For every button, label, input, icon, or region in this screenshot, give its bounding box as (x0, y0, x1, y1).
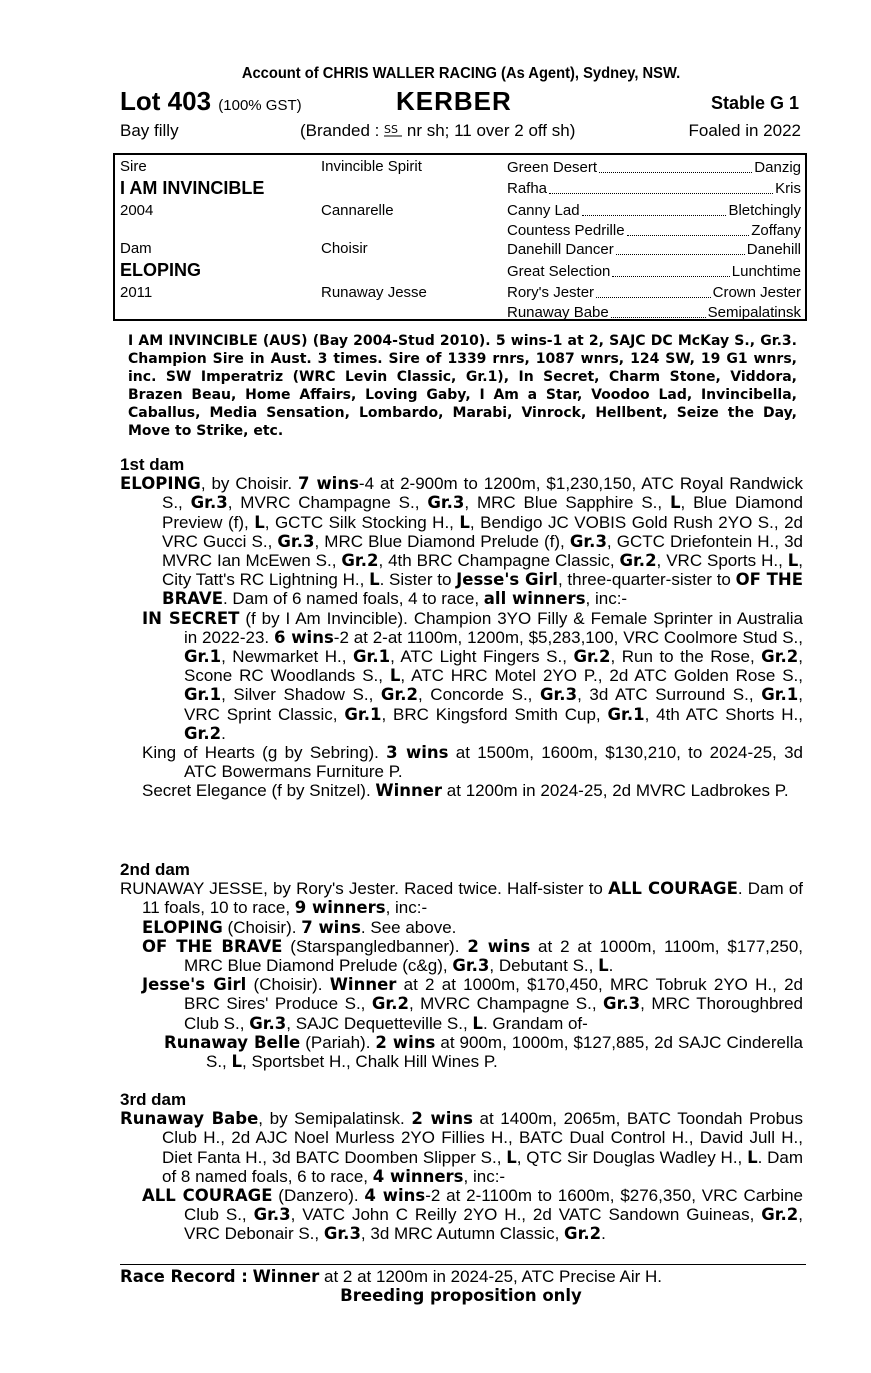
progeny-paragraph: Jesse's Girl (Choisir). Winner at 2 at 1000m, $170,450, MRC Tobruk 2YO H., 2d BRC Sires' Produce S., Gr.2, MVRC Champagne S., Gr.3, MRC Thoroughbred Club S., Gr.3, SAJC Dequetteville S., L. Grandam of- (142, 975, 804, 1033)
dam-paragraph: RUNAWAY JESSE, by Rory's Jester. Raced twice. Half-sister to ALL COURAGE. Dam of 11 foals, 10 to race, 9 winners, inc:- (120, 879, 803, 918)
horse-description: Bay filly (120, 121, 179, 140)
sire-name: I AM INVINCIBLE (120, 178, 265, 198)
horse-name: KERBER (396, 86, 512, 116)
progeny-paragraph: King of Hearts (g by Sebring). 3 wins at 1500m, 1600m, $130,210, to 2024-25, 3d ATC Bowermans Furniture P. (142, 743, 803, 782)
g3-entry: Green Desert Danzig (507, 159, 801, 176)
breeding-note: Breeding proposition only (340, 1286, 582, 1305)
section-heading: 3rd dam (120, 1090, 187, 1109)
g3-entry: Great Selection Lunchtime (507, 263, 801, 280)
g3-entry: Rory's Jester Crown Jester (507, 284, 801, 301)
g3-entry: Runaway Babe Semipalatinsk (507, 304, 801, 321)
account-line: Account of CHRIS WALLER RACING (As Agent), Sydney, NSW. (241, 65, 681, 82)
brand-suffix: nr sh; 11 over 2 off sh) (406, 121, 576, 140)
lot-label: Lot 403 (120, 86, 212, 116)
g3-entry: Countess Pedrille Zoffany (507, 222, 801, 239)
brand-mark-icon (384, 122, 402, 138)
brand-prefix: (Branded : (300, 121, 380, 140)
lot-number (120, 86, 302, 117)
third-dam-section (120, 1090, 803, 1244)
g3-entry: Canny Lad Bletchingly (507, 202, 801, 219)
foaled-year: Foaled in 2022 (688, 121, 801, 140)
section-heading: 1st dam (120, 455, 185, 474)
progeny-paragraph: Runaway Belle (Pariah). 2 wins at 900m, 1000m, $127,885, 2d SAJC Cinderella S., L, Sportsbet H., Chalk Hill Wines P. (164, 1032, 803, 1072)
stable-code: Stable G 1 (710, 93, 799, 113)
section-heading: 2nd dam (120, 860, 190, 879)
g3-entry: Rafha Kris (507, 180, 801, 197)
progeny-paragraph: OF THE BRAVE (Starspangledbanner). 2 wins at 2 at 1000m, 1100m, $177,250, MRC Blue Diamond Prelude (c&g), Gr.3, Debutant S., L. (142, 936, 803, 976)
pedigree-table (113, 153, 807, 321)
progeny-paragraph: IN SECRET (f by I Am Invincible). Champion 3YO Filly & Female Sprinter in Australia in 2022-23. 6 wins-2 at 2-at 1100m, 1200m, $5,283,100, VRC Coolmore Stud S., Gr.1, Newmarket H., Gr.1, ATC Light Fingers S., Gr.2, Run to the Rose, Gr.2, Scone RC Woodlands S., L, ATC HRC Motel 2YO P., 2d ATC Golden Rose S., Gr.1, Silver Shadow S., Gr.2, Concorde S., Gr.3, 3d ATC Surround S., Gr.1, VRC Sprint Classic, Gr.1, BRC Kingsford Smith Cup, Gr.1, 4th ATC Shorts H., Gr.2. (142, 608, 804, 743)
gst-note: (100% GST) (218, 97, 302, 114)
progeny-paragraph: ELOPING (Choisir). 7 wins. See above. (142, 917, 457, 937)
dam-dam: Runaway Jesse (321, 284, 427, 301)
sire-year: 2004 (120, 202, 154, 219)
progeny-paragraph: Secret Elegance (f by Snitzel). Winner at 1200m in 2024-25, 2d MVRC Ladbrokes P. (142, 781, 789, 801)
sire-summary: I AM INVINCIBLE (AUS) (Bay 2004-Stud 2010). 5 wins-1 at 2, SAJC DC McKay S., Gr.3. Champion Sire in Aust. 3 times. Sire of 1339 rnrs, 1087 wnrs, 124 SW, 19 G1 wnrs, inc. SW Imperatriz (WRC Levin Classic, Gr.1), In Secret, Charm Stone, Viddora, Brazen Beau, Home Affairs, Loving Gaby, I Am a Star, Voodoo Lad, Invincibella, Caballus, Media Sensation, Lombardo, Marabi, Vinrock, Hellbent, Seize the Day, Move to Strike, etc. (128, 333, 797, 439)
second-dam-section (120, 860, 803, 1071)
brand-info (300, 121, 575, 141)
dam-name: ELOPING (120, 260, 202, 280)
race-record-win: Winner (252, 1267, 320, 1286)
sire-dam: Cannarelle (321, 202, 394, 219)
g3-entry: Danehill Dancer Danehill (507, 241, 801, 258)
race-record-text: at 2 at 1200m in 2024-25, ATC Precise Air H. (324, 1267, 662, 1286)
progeny-paragraph: ALL COURAGE (Danzero). 4 wins-2 at 2-1100m to 1600m, $276,350, VRC Carbine Club S., Gr.3, VATC John C Reilly 2YO H., 2d VATC Sandown Guineas, Gr.2, VRC Debonair S., Gr.3, 3d MRC Autumn Classic, Gr.2. (142, 1186, 804, 1244)
first-dam-section (120, 455, 803, 801)
sire-sire: Invincible Spirit (321, 158, 422, 175)
race-record-label: Race Record : (120, 1267, 248, 1286)
dam-paragraph: Runaway Babe, by Semipalatinsk. 2 wins at 1400m, 2065m, BATC Toondah Probus Club H., 2d AJC Noel Murless 2YO Fillies H., BATC Dual Control H., David Jull H., Diet Fanta H., 3d BATC Doomben Slipper S., L, QTC Sir Douglas Wadley H., L. Dam of 8 named foals, 6 to race, 4 winners, inc:- (120, 1109, 803, 1186)
dam-paragraph: ELOPING, by Choisir. 7 wins-4 at 2-900m to 1200m, $1,230,150, ATC Royal Randwick S., Gr.3, MVRC Champagne S., Gr.3, MRC Blue Sapphire S., L, Blue Diamond Preview (f), L, GCTC Silk Stocking H., L, Bendigo JC VOBIS Gold Rush 2YO S., 2d VRC Gucci S., Gr.3, MRC Blue Diamond Prelude (f), Gr.3, GCTC Driefontein H., 3d MVRC Ian McEwen S., Gr.2, 4th BRC Champagne Classic, Gr.2, VRC Sports H., L, City Tatt's RC Lightning H., L. Sister to Jesse's Girl, three-quarter-sister to OF THE BRAVE. Dam of 6 named foals, 4 to race, all winners, inc:- (120, 474, 803, 609)
svg-text:SS: SS (384, 123, 399, 136)
dam-sire: Choisir (321, 240, 368, 257)
race-record (120, 1264, 806, 1287)
sire-label: Sire (120, 158, 147, 175)
dam-label: Dam (120, 240, 152, 257)
dam-year: 2011 (120, 284, 153, 301)
